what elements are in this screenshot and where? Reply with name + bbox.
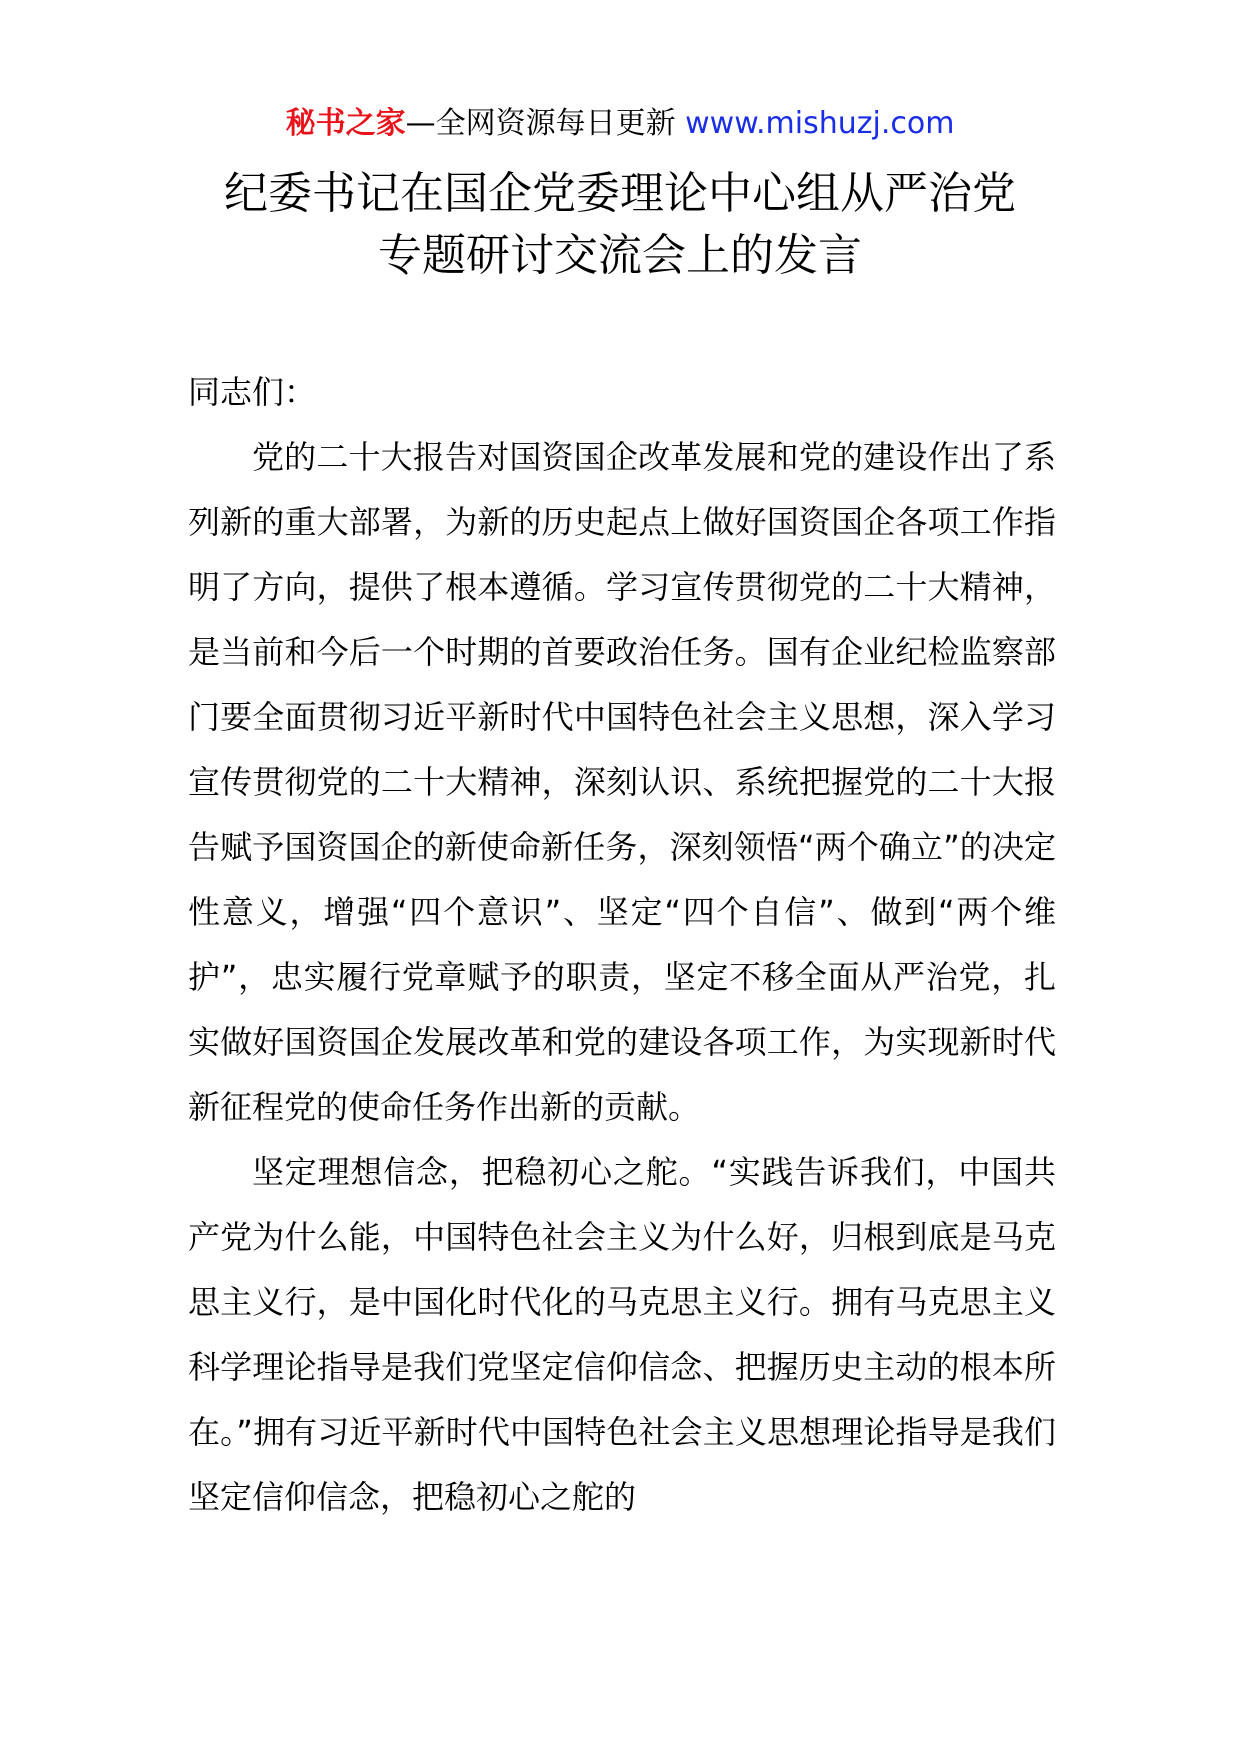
title-line-1: 纪委书记在国企党委理论中心组从严治党	[224, 168, 1016, 219]
site-url-link[interactable]: www.mishuzj.com	[685, 106, 955, 141]
title-line-2: 专题研讨交流会上的发言	[378, 230, 862, 281]
document-body	[188, 360, 1056, 1530]
brand-name: 秘书之家	[285, 106, 406, 141]
header-tagline: —全网资源每日更新	[405, 106, 676, 141]
paragraph-2: 坚定理想信念，把稳初心之舵。“实践告诉我们，中国共产党为什么能，中国特色社会主义为什么好，归根到底是马克思主义行，是中国化时代化的马克思主义行。拥有马克思主义科学理论指导是我们党坚定信仰信念、把握历史主动的根本所在。”拥有习近平新时代中国特色社会主义思想理论指导是我们坚定信仰信念，把稳初心之舵的	[188, 1153, 1056, 1516]
document-title	[0, 163, 1240, 287]
salutation: 同志们：	[188, 373, 317, 411]
paragraph-1: 党的二十大报告对国资国企改革发展和党的建设作出了系列新的重大部署，为新的历史起点上做好国资国企各项工作指明了方向，提供了根本遵循。学习宣传贯彻党的二十大精神，是当前和今后一个时期的首要政治任务。国有企业纪检监察部门要全面贯彻习近平新时代中国特色社会主义思想，深入学习宣传贯彻党的二十大精神，深刻认识、系统把握党的二十大报告赋予国资国企的新使命新任务，深刻领悟“两个确立”的决定性意义，增强“四个意识”、坚定“四个自信”、做到“两个维护”，忠实履行党章赋予的职责，坚定不移全面从严治党，扎实做好国资国企发展改革和党的建设各项工作，为实现新时代新征程党的使命任务作出新的贡献。	[188, 438, 1056, 1126]
site-header	[0, 104, 1240, 144]
